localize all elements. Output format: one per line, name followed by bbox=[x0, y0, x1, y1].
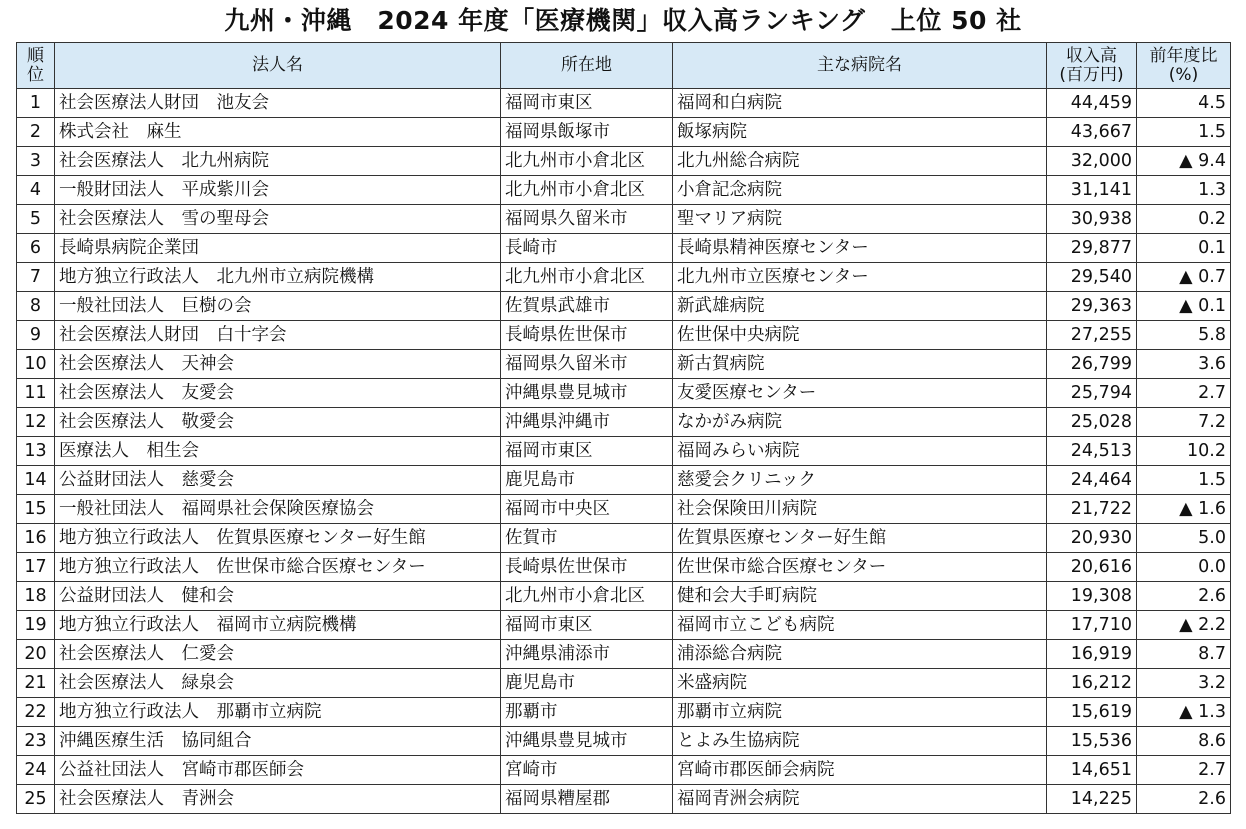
rank-cell: 14 bbox=[17, 466, 55, 495]
sales-cell: 43,667 bbox=[1047, 118, 1137, 147]
sales-cell: 16,212 bbox=[1047, 669, 1137, 698]
hospital-name-cell: 佐世保市総合医療センター bbox=[673, 553, 1047, 582]
ranking-table bbox=[16, 42, 1231, 814]
rank-cell: 19 bbox=[17, 611, 55, 640]
location-cell: 福岡市中央区 bbox=[501, 495, 673, 524]
header-location: 所在地 bbox=[501, 43, 673, 89]
rank-cell: 13 bbox=[17, 437, 55, 466]
location-cell: 佐賀市 bbox=[501, 524, 673, 553]
corp-name-cell: 公益社団法人 宮崎市郡医師会 bbox=[55, 756, 501, 785]
rank-cell: 3 bbox=[17, 147, 55, 176]
sales-cell: 20,930 bbox=[1047, 524, 1137, 553]
rank-cell: 23 bbox=[17, 727, 55, 756]
ratio-cell: ▲ 2.2 bbox=[1137, 611, 1231, 640]
table-row bbox=[17, 205, 1231, 234]
corp-name-cell: 沖縄医療生活 協同組合 bbox=[55, 727, 501, 756]
sales-cell: 30,938 bbox=[1047, 205, 1137, 234]
location-cell: 沖縄県沖縄市 bbox=[501, 408, 673, 437]
sales-cell: 19,308 bbox=[1047, 582, 1137, 611]
ratio-cell: 1.5 bbox=[1137, 466, 1231, 495]
sales-cell: 24,513 bbox=[1047, 437, 1137, 466]
rank-cell: 4 bbox=[17, 176, 55, 205]
corp-name-cell: 社会医療法人財団 池友会 bbox=[55, 89, 501, 118]
header-ratio-line1: 前年度比 bbox=[1149, 45, 1218, 66]
sales-cell: 24,464 bbox=[1047, 466, 1137, 495]
header-hospital: 主な病院名 bbox=[673, 43, 1047, 89]
table-row bbox=[17, 147, 1231, 176]
table-header-row bbox=[17, 43, 1231, 89]
rank-cell: 22 bbox=[17, 698, 55, 727]
corp-name-cell: 公益財団法人 慈愛会 bbox=[55, 466, 501, 495]
hospital-name-cell: 福岡市立こども病院 bbox=[673, 611, 1047, 640]
table-row bbox=[17, 582, 1231, 611]
rank-cell: 6 bbox=[17, 234, 55, 263]
table-row bbox=[17, 611, 1231, 640]
hospital-name-cell: 新古賀病院 bbox=[673, 350, 1047, 379]
rank-cell: 9 bbox=[17, 321, 55, 350]
location-cell: 福岡市東区 bbox=[501, 611, 673, 640]
hospital-name-cell: 那覇市立病院 bbox=[673, 698, 1047, 727]
table-row bbox=[17, 553, 1231, 582]
location-cell: 沖縄県浦添市 bbox=[501, 640, 673, 669]
table-row bbox=[17, 408, 1231, 437]
hospital-name-cell: 佐賀県医療センター好生館 bbox=[673, 524, 1047, 553]
rank-cell: 7 bbox=[17, 263, 55, 292]
ratio-cell: 2.7 bbox=[1137, 379, 1231, 408]
location-cell: 福岡市東区 bbox=[501, 437, 673, 466]
hospital-name-cell: 新武雄病院 bbox=[673, 292, 1047, 321]
sales-cell: 14,225 bbox=[1047, 785, 1137, 814]
ratio-cell: 5.0 bbox=[1137, 524, 1231, 553]
rank-cell: 5 bbox=[17, 205, 55, 234]
table-row bbox=[17, 727, 1231, 756]
location-cell: 長崎県佐世保市 bbox=[501, 321, 673, 350]
table-row bbox=[17, 640, 1231, 669]
header-rank bbox=[17, 43, 55, 89]
ratio-cell: 4.5 bbox=[1137, 89, 1231, 118]
table-row bbox=[17, 118, 1231, 147]
sales-cell: 25,794 bbox=[1047, 379, 1137, 408]
sales-cell: 14,651 bbox=[1047, 756, 1137, 785]
corp-name-cell: 社会医療法人財団 白十字会 bbox=[55, 321, 501, 350]
location-cell: 佐賀県武雄市 bbox=[501, 292, 673, 321]
table-row bbox=[17, 89, 1231, 118]
ratio-cell: 2.6 bbox=[1137, 785, 1231, 814]
table-row bbox=[17, 234, 1231, 263]
sales-cell: 15,619 bbox=[1047, 698, 1137, 727]
ratio-cell: 1.3 bbox=[1137, 176, 1231, 205]
table-row bbox=[17, 379, 1231, 408]
hospital-name-cell: 浦添総合病院 bbox=[673, 640, 1047, 669]
hospital-name-cell: 佐世保中央病院 bbox=[673, 321, 1047, 350]
hospital-name-cell: 北九州市立医療センター bbox=[673, 263, 1047, 292]
ratio-cell: 0.1 bbox=[1137, 234, 1231, 263]
hospital-name-cell: 聖マリア病院 bbox=[673, 205, 1047, 234]
rank-cell: 24 bbox=[17, 756, 55, 785]
ratio-cell: ▲ 0.7 bbox=[1137, 263, 1231, 292]
header-sales-line1: 収入高 bbox=[1066, 45, 1117, 66]
ratio-cell: ▲ 1.6 bbox=[1137, 495, 1231, 524]
location-cell: 福岡県飯塚市 bbox=[501, 118, 673, 147]
corp-name-cell: 株式会社 麻生 bbox=[55, 118, 501, 147]
rank-cell: 1 bbox=[17, 89, 55, 118]
table-row bbox=[17, 350, 1231, 379]
ratio-cell: 0.2 bbox=[1137, 205, 1231, 234]
ratio-cell: ▲ 0.1 bbox=[1137, 292, 1231, 321]
rank-cell: 16 bbox=[17, 524, 55, 553]
table-row bbox=[17, 466, 1231, 495]
sales-cell: 29,540 bbox=[1047, 263, 1137, 292]
table-row bbox=[17, 785, 1231, 814]
ratio-cell: 5.8 bbox=[1137, 321, 1231, 350]
corp-name-cell: 地方独立行政法人 佐賀県医療センター好生館 bbox=[55, 524, 501, 553]
ratio-cell: 0.0 bbox=[1137, 553, 1231, 582]
corp-name-cell: 社会医療法人 友愛会 bbox=[55, 379, 501, 408]
table-row bbox=[17, 263, 1231, 292]
location-cell: 福岡市東区 bbox=[501, 89, 673, 118]
sales-cell: 29,877 bbox=[1047, 234, 1137, 263]
corp-name-cell: 地方独立行政法人 佐世保市総合医療センター bbox=[55, 553, 501, 582]
sales-cell: 21,722 bbox=[1047, 495, 1137, 524]
hospital-name-cell: 小倉記念病院 bbox=[673, 176, 1047, 205]
rank-cell: 20 bbox=[17, 640, 55, 669]
rank-cell: 12 bbox=[17, 408, 55, 437]
rank-cell: 8 bbox=[17, 292, 55, 321]
corp-name-cell: 一般社団法人 福岡県社会保険医療協会 bbox=[55, 495, 501, 524]
hospital-name-cell: 宮崎市郡医師会病院 bbox=[673, 756, 1047, 785]
hospital-name-cell: 福岡青洲会病院 bbox=[673, 785, 1047, 814]
rank-cell: 25 bbox=[17, 785, 55, 814]
sales-cell: 25,028 bbox=[1047, 408, 1137, 437]
corp-name-cell: 地方独立行政法人 福岡市立病院機構 bbox=[55, 611, 501, 640]
rank-cell: 15 bbox=[17, 495, 55, 524]
sales-cell: 32,000 bbox=[1047, 147, 1137, 176]
corp-name-cell: 社会医療法人 北九州病院 bbox=[55, 147, 501, 176]
corp-name-cell: 長崎県病院企業団 bbox=[55, 234, 501, 263]
rank-cell: 11 bbox=[17, 379, 55, 408]
table-body bbox=[17, 89, 1231, 814]
header-sales bbox=[1047, 43, 1137, 89]
table-row bbox=[17, 698, 1231, 727]
rank-cell: 2 bbox=[17, 118, 55, 147]
corp-name-cell: 社会医療法人 雪の聖母会 bbox=[55, 205, 501, 234]
rank-cell: 18 bbox=[17, 582, 55, 611]
location-cell: 北九州市小倉北区 bbox=[501, 582, 673, 611]
hospital-name-cell: 北九州総合病院 bbox=[673, 147, 1047, 176]
header-corp: 法人名 bbox=[55, 43, 501, 89]
hospital-name-cell: 飯塚病院 bbox=[673, 118, 1047, 147]
header-sales-line2: (百万円) bbox=[1059, 64, 1124, 85]
corp-name-cell: 社会医療法人 敬愛会 bbox=[55, 408, 501, 437]
table-row bbox=[17, 437, 1231, 466]
location-cell: 長崎市 bbox=[501, 234, 673, 263]
ratio-cell: 10.2 bbox=[1137, 437, 1231, 466]
ratio-cell: 2.6 bbox=[1137, 582, 1231, 611]
table-row bbox=[17, 321, 1231, 350]
ratio-cell: 2.7 bbox=[1137, 756, 1231, 785]
hospital-name-cell: とよみ生協病院 bbox=[673, 727, 1047, 756]
sales-cell: 20,616 bbox=[1047, 553, 1137, 582]
header-ratio bbox=[1137, 43, 1231, 89]
location-cell: 鹿児島市 bbox=[501, 466, 673, 495]
header-rank-line1: 順 bbox=[27, 45, 44, 66]
table-row bbox=[17, 756, 1231, 785]
corp-name-cell: 地方独立行政法人 北九州市立病院機構 bbox=[55, 263, 501, 292]
location-cell: 宮崎市 bbox=[501, 756, 673, 785]
hospital-name-cell: 友愛医療センター bbox=[673, 379, 1047, 408]
ratio-cell: 7.2 bbox=[1137, 408, 1231, 437]
sales-cell: 16,919 bbox=[1047, 640, 1137, 669]
location-cell: 北九州市小倉北区 bbox=[501, 176, 673, 205]
sales-cell: 27,255 bbox=[1047, 321, 1137, 350]
table-row bbox=[17, 292, 1231, 321]
ratio-cell: 3.6 bbox=[1137, 350, 1231, 379]
location-cell: 福岡県久留米市 bbox=[501, 350, 673, 379]
location-cell: 福岡県久留米市 bbox=[501, 205, 673, 234]
corp-name-cell: 一般財団法人 平成紫川会 bbox=[55, 176, 501, 205]
sales-cell: 17,710 bbox=[1047, 611, 1137, 640]
sales-cell: 26,799 bbox=[1047, 350, 1137, 379]
location-cell: 長崎県佐世保市 bbox=[501, 553, 673, 582]
corp-name-cell: 社会医療法人 天神会 bbox=[55, 350, 501, 379]
location-cell: 北九州市小倉北区 bbox=[501, 147, 673, 176]
hospital-name-cell: 福岡和白病院 bbox=[673, 89, 1047, 118]
corp-name-cell: 地方独立行政法人 那覇市立病院 bbox=[55, 698, 501, 727]
corp-name-cell: 社会医療法人 仁愛会 bbox=[55, 640, 501, 669]
ratio-cell: 1.5 bbox=[1137, 118, 1231, 147]
table-row bbox=[17, 495, 1231, 524]
rank-cell: 17 bbox=[17, 553, 55, 582]
hospital-name-cell: 福岡みらい病院 bbox=[673, 437, 1047, 466]
location-cell: 那覇市 bbox=[501, 698, 673, 727]
hospital-name-cell: 社会保険田川病院 bbox=[673, 495, 1047, 524]
hospital-name-cell: 健和会大手町病院 bbox=[673, 582, 1047, 611]
ratio-cell: 8.6 bbox=[1137, 727, 1231, 756]
table-row bbox=[17, 524, 1231, 553]
corp-name-cell: 社会医療法人 青洲会 bbox=[55, 785, 501, 814]
ratio-cell: ▲ 1.3 bbox=[1137, 698, 1231, 727]
header-rank-line2: 位 bbox=[27, 64, 44, 85]
rank-cell: 10 bbox=[17, 350, 55, 379]
location-cell: 沖縄県豊見城市 bbox=[501, 379, 673, 408]
page-title: 九州・沖縄 2024 年度「医療機関」収入高ランキング 上位 50 社 bbox=[224, 6, 1022, 35]
table-row bbox=[17, 669, 1231, 698]
ratio-cell: ▲ 9.4 bbox=[1137, 147, 1231, 176]
corp-name-cell: 医療法人 相生会 bbox=[55, 437, 501, 466]
hospital-name-cell: なかがみ病院 bbox=[673, 408, 1047, 437]
sales-cell: 29,363 bbox=[1047, 292, 1137, 321]
corp-name-cell: 公益財団法人 健和会 bbox=[55, 582, 501, 611]
sales-cell: 31,141 bbox=[1047, 176, 1137, 205]
hospital-name-cell: 長崎県精神医療センター bbox=[673, 234, 1047, 263]
location-cell: 沖縄県豊見城市 bbox=[501, 727, 673, 756]
ratio-cell: 8.7 bbox=[1137, 640, 1231, 669]
hospital-name-cell: 慈愛会クリニック bbox=[673, 466, 1047, 495]
location-cell: 福岡県糟屋郡 bbox=[501, 785, 673, 814]
location-cell: 鹿児島市 bbox=[501, 669, 673, 698]
corp-name-cell: 社会医療法人 緑泉会 bbox=[55, 669, 501, 698]
table-row bbox=[17, 176, 1231, 205]
corp-name-cell: 一般社団法人 巨樹の会 bbox=[55, 292, 501, 321]
header-ratio-line2: (%) bbox=[1168, 64, 1199, 85]
sales-cell: 44,459 bbox=[1047, 89, 1137, 118]
hospital-name-cell: 米盛病院 bbox=[673, 669, 1047, 698]
ratio-cell: 3.2 bbox=[1137, 669, 1231, 698]
location-cell: 北九州市小倉北区 bbox=[501, 263, 673, 292]
sales-cell: 15,536 bbox=[1047, 727, 1137, 756]
rank-cell: 21 bbox=[17, 669, 55, 698]
